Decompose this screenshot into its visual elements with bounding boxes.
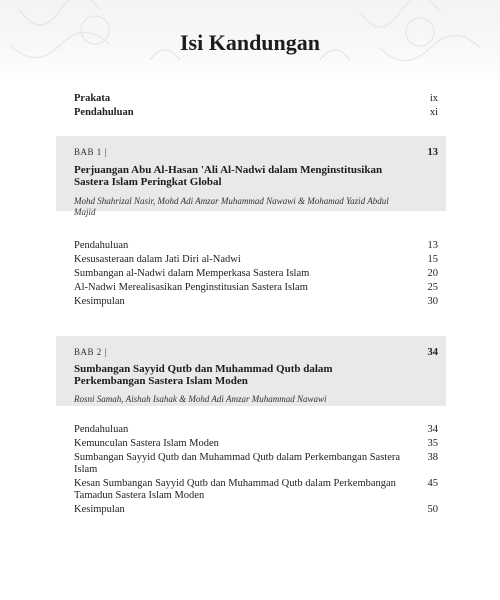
toc-entry-page: 15	[427, 254, 438, 265]
toc-entry-label: Kesusasteraan dalam Jati Diri al-Nadwi	[74, 254, 241, 265]
toc-entry-page: 38	[427, 452, 438, 463]
chapter-1-label: BAB 1 |	[74, 147, 107, 157]
toc-entry[interactable]	[74, 254, 438, 266]
toc-entry-label: Pendahuluan	[74, 107, 134, 118]
chapter-1-page: 13	[427, 147, 438, 158]
toc-entry-label: Sumbangan al-Nadwi dalam Memperkasa Sastera Islam	[74, 268, 310, 279]
toc-entry-page: ix	[429, 93, 438, 104]
toc-entry-page: xi	[429, 107, 438, 118]
toc-entry-page: 35	[427, 438, 438, 449]
toc-entry-label: Kesimpulan	[74, 296, 125, 307]
toc-entry-label: Pendahuluan	[74, 424, 129, 435]
toc-entry[interactable]	[74, 424, 438, 436]
toc-entry[interactable]	[74, 240, 438, 252]
toc-entry-label: Pendahuluan	[74, 240, 129, 251]
toc-entry-label: Kesimpulan	[74, 504, 125, 515]
toc-entry-page: 45	[427, 478, 438, 489]
toc-entry[interactable]	[74, 504, 438, 516]
toc-entry[interactable]	[74, 93, 438, 105]
toc-entry-page: 30	[427, 296, 438, 307]
chapter-1-authors: Mohd Shahrizal Nasir, Mohd Adi Amzar Muhammad Nawawi & Mohamad Yazid Abdul Majid	[74, 196, 389, 217]
toc-entry-page: 13	[427, 240, 438, 251]
toc-entry-page: 20	[427, 268, 438, 279]
toc-entry[interactable]	[74, 282, 438, 294]
toc-entry[interactable]	[74, 268, 438, 280]
toc-entry[interactable]	[74, 478, 438, 502]
chapter-2-label: BAB 2 |	[74, 347, 107, 357]
chapter-2-authors: Rosni Samah, Aishah Isahak & Mohd Adi Amzar Muhammad Nawawi	[74, 394, 327, 404]
chapter-1-title[interactable]: Perjuangan Abu Al-Hasan 'Ali Al-Nadwi dalam Menginstitusikan Sastera Islam Peringkat Global	[74, 164, 383, 188]
toc-entry[interactable]	[74, 296, 438, 308]
toc-entry-page: 34	[427, 424, 438, 435]
chapter-2-page: 34	[427, 347, 438, 358]
toc-entry-label: Sumbangan Sayyid Qutb dan Muhammad Qutb dalam Perkembangan Sastera Islam	[74, 452, 401, 475]
toc-entry-label: Al-Nadwi Merealisasikan Penginstitusian Sastera Islam	[74, 282, 308, 293]
page-title: Isi Kandungan	[179, 30, 321, 55]
toc-entry[interactable]	[74, 107, 438, 119]
toc-entry-label: Kemunculan Sastera Islam Moden	[74, 438, 219, 449]
chapter-2-title[interactable]: Sumbangan Sayyid Qutb dan Muhammad Qutb dalam Perkembangan Sastera Islam Moden	[74, 363, 333, 387]
toc-entry-page: 25	[427, 282, 438, 293]
toc-entry[interactable]	[74, 452, 438, 476]
toc-entry-page: 50	[427, 504, 438, 515]
toc-entry-label: Prakata	[74, 93, 111, 104]
toc-entry[interactable]	[74, 438, 438, 450]
toc-entry-label: Kesan Sumbangan Sayyid Qutb dan Muhammad Qutb dalam Perkembangan Tamadun Sastera Islam Moden	[74, 478, 396, 501]
